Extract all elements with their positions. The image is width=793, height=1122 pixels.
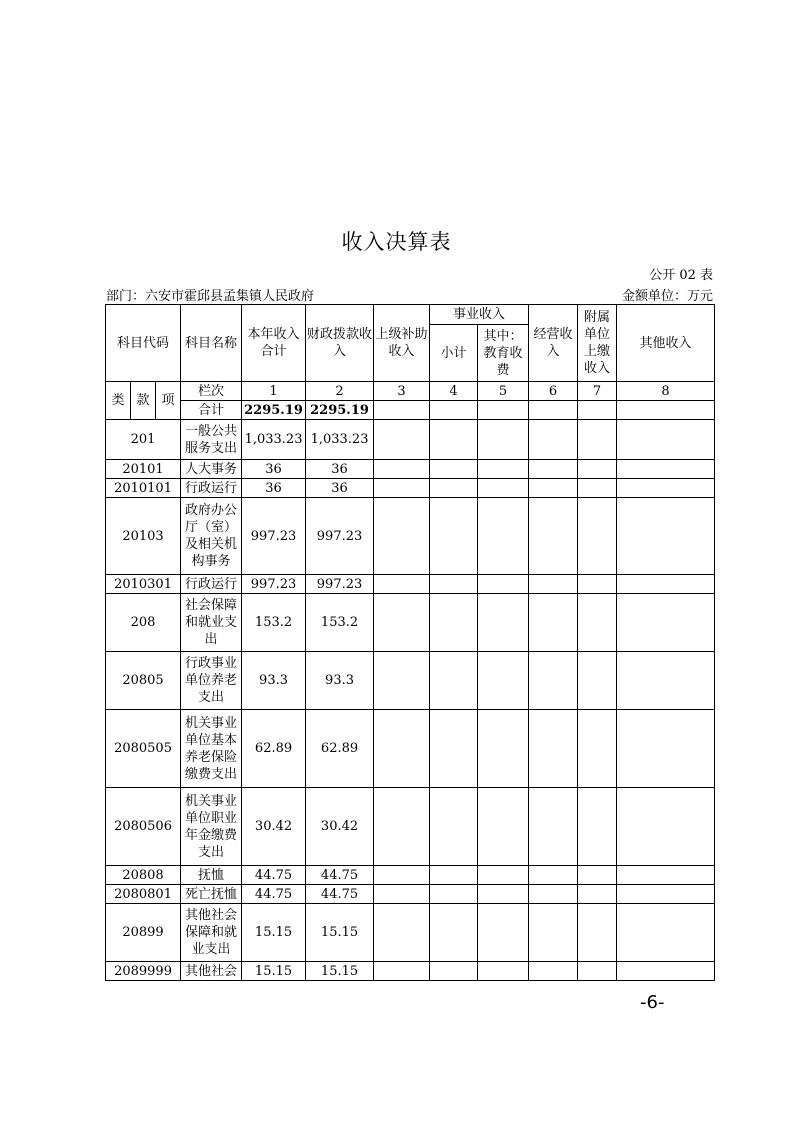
table-row: [106, 479, 715, 498]
amount-unit-label: 金额单位：万元: [621, 289, 713, 304]
col-number: 1: [242, 382, 306, 401]
header-column-no: 栏次: [181, 382, 242, 401]
header-kuan: 款: [131, 382, 156, 420]
row-total: 15.15: [242, 962, 306, 981]
row-fiscal: 153.2: [306, 594, 374, 652]
row-fiscal: 30.42: [306, 788, 374, 866]
header-xiang: 项: [156, 382, 181, 420]
table-row: [106, 594, 715, 652]
row-name: 行政运行: [181, 479, 242, 498]
row-total: 44.75: [242, 866, 306, 885]
row-total: 30.42: [242, 788, 306, 866]
header-subject-name: 科目名称: [181, 305, 242, 382]
row-name: 一般公共服务支出: [181, 420, 242, 460]
header-total-income: 本年收入合计: [242, 305, 306, 382]
col-number: 8: [617, 382, 715, 401]
header-lei: 类: [106, 382, 131, 420]
col-number: 4: [430, 382, 478, 401]
table-row: [106, 710, 715, 788]
header-superior-subsidy: 上级补助收入: [374, 305, 430, 382]
table-row: [106, 962, 715, 981]
row-code: 20103: [106, 498, 181, 575]
row-total: 44.75: [242, 885, 306, 904]
row-code: 2010101: [106, 479, 181, 498]
row-name: 社会保障和就业支出: [181, 594, 242, 652]
row-fiscal: 62.89: [306, 710, 374, 788]
col-number: 5: [478, 382, 529, 401]
row-name: 机关事业单位职业年金缴费支出: [181, 788, 242, 866]
row-fiscal: 36: [306, 460, 374, 479]
row-code: 201: [106, 420, 181, 460]
col-number: 6: [529, 382, 578, 401]
row-name: 行政运行: [181, 575, 242, 594]
table-row: [106, 460, 715, 479]
row-name: 行政事业单位养老支出: [181, 652, 242, 710]
form-number: 公开 02 表: [649, 268, 713, 283]
row-fiscal: 44.75: [306, 866, 374, 885]
row-total: 153.2: [242, 594, 306, 652]
row-code: 20808: [106, 866, 181, 885]
page-number: -6-: [640, 992, 665, 1013]
col-number: 3: [374, 382, 430, 401]
row-total: 15.15: [242, 904, 306, 962]
table-row: [106, 652, 715, 710]
row-fiscal: 997.23: [306, 498, 374, 575]
table-row: [106, 866, 715, 885]
table-row: [106, 498, 715, 575]
row-name: 人大事务: [181, 460, 242, 479]
row-code: 208: [106, 594, 181, 652]
row-fiscal: 15.15: [306, 962, 374, 981]
row-fiscal: 15.15: [306, 904, 374, 962]
row-name: 死亡抚恤: [181, 885, 242, 904]
row-fiscal: 44.75: [306, 885, 374, 904]
table-row: [106, 885, 715, 904]
col-number: 2: [306, 382, 374, 401]
row-fiscal: 1,033.23: [306, 420, 374, 460]
row-code: 2080505: [106, 710, 181, 788]
row-name: 其他社会: [181, 962, 242, 981]
row-code: 2080801: [106, 885, 181, 904]
header-business-income: 事业收入: [430, 305, 529, 325]
header-operating-income: 经营收入: [529, 305, 578, 382]
row-name: 抚恤: [181, 866, 242, 885]
income-table: [105, 304, 715, 981]
total-income-value: 2295.19: [242, 401, 306, 420]
total-fiscal-value: 2295.19: [306, 401, 374, 420]
row-total: 997.23: [242, 575, 306, 594]
row-total: 36: [242, 479, 306, 498]
header-other-income: 其他收入: [617, 305, 715, 382]
table-row: [106, 904, 715, 962]
row-code: 2080506: [106, 788, 181, 866]
header-fiscal-allocation: 财政拨款收入: [306, 305, 374, 382]
row-code: 20101: [106, 460, 181, 479]
row-fiscal: 36: [306, 479, 374, 498]
table-row: [106, 788, 715, 866]
row-name: 其他社会保障和就业支出: [181, 904, 242, 962]
table-row: [106, 575, 715, 594]
row-total: 36: [242, 460, 306, 479]
header-subject-code: 科目代码: [106, 305, 181, 382]
header-of-which-edu: 其中：教育收费: [478, 325, 529, 382]
row-fiscal: 997.23: [306, 575, 374, 594]
header-subtotal: 小计: [430, 325, 478, 382]
row-fiscal: 93.3: [306, 652, 374, 710]
row-total: 997.23: [242, 498, 306, 575]
row-total: 62.89: [242, 710, 306, 788]
header-affiliated-income: 附属单位上缴收入: [578, 305, 617, 382]
page-title: 收入决算表: [341, 230, 452, 254]
row-total: 1,033.23: [242, 420, 306, 460]
total-label: 合计: [181, 401, 242, 420]
row-name: 政府办公厅（室）及相关机构事务: [181, 498, 242, 575]
row-code: 2010301: [106, 575, 181, 594]
table-row: [106, 420, 715, 460]
col-number: 7: [578, 382, 617, 401]
department-label: 部门：六安市霍邱县孟集镇人民政府: [106, 289, 315, 304]
row-name: 机关事业单位基本养老保险缴费支出: [181, 710, 242, 788]
row-code: 20805: [106, 652, 181, 710]
row-code: 20899: [106, 904, 181, 962]
row-total: 93.3: [242, 652, 306, 710]
row-code: 2089999: [106, 962, 181, 981]
